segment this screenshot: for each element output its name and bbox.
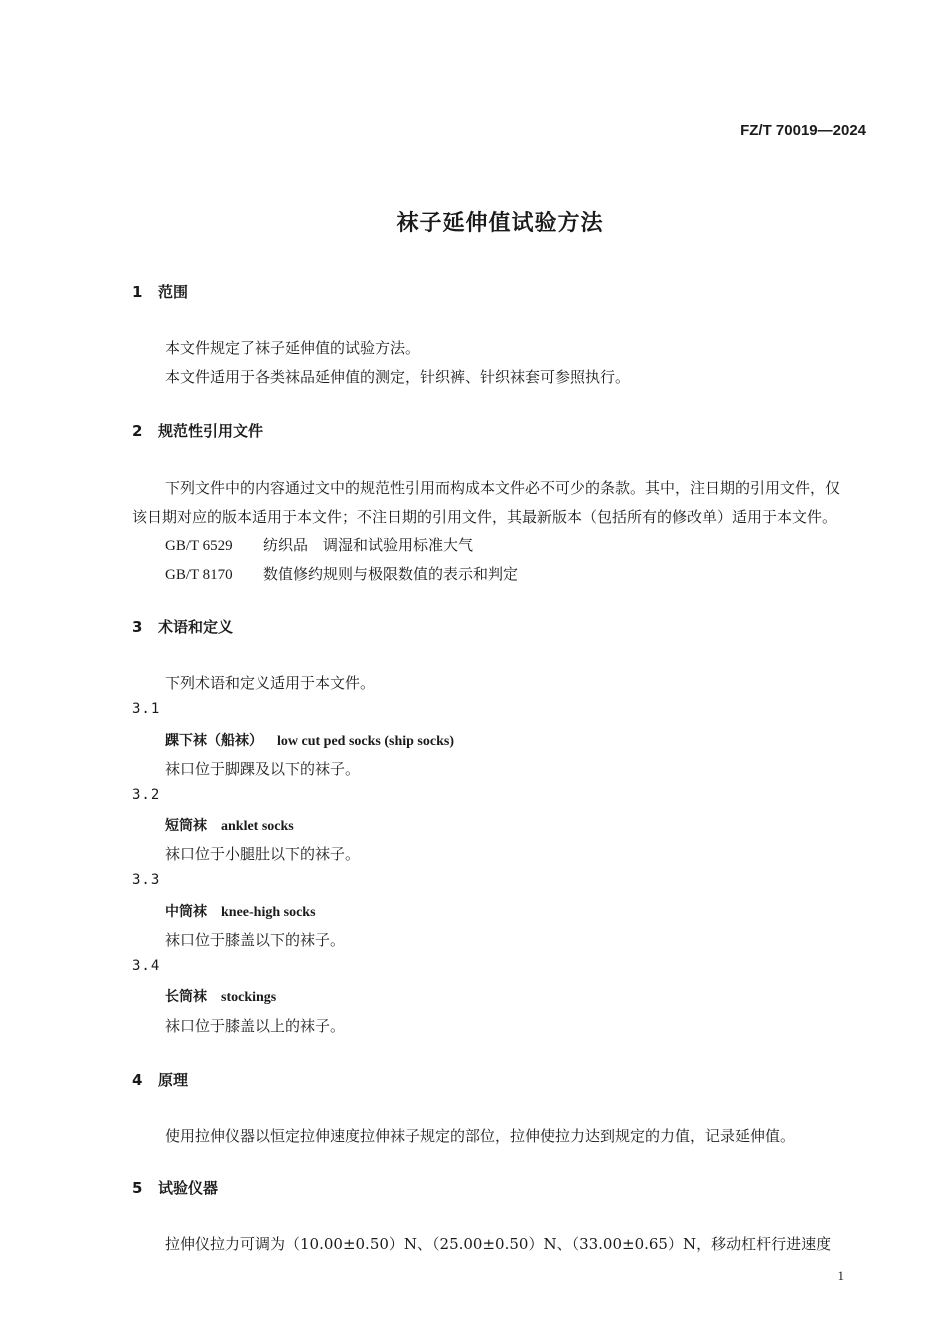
reference-title: 数值修约规则与极限数值的表示和判定 xyxy=(263,565,519,583)
section-1-heading xyxy=(132,281,188,302)
section-title: 范围 xyxy=(158,283,189,301)
clause-number: 3.3 xyxy=(132,872,161,888)
section-title: 术语和定义 xyxy=(158,618,234,636)
term-definition: 袜口位于脚踝及以下的袜子。 xyxy=(165,760,361,778)
section-number: 4 xyxy=(132,1071,143,1089)
paragraph: 使用拉伸仪器以恒定拉伸速度拉伸袜子规定的部位，拉伸使拉力达到规定的力值，记录延伸值。 xyxy=(165,1127,796,1145)
standard-number: FZ/T 70019—2024 xyxy=(740,122,866,139)
term-english: stockings xyxy=(221,990,277,1005)
term-chinese: 中筒袜 xyxy=(165,904,207,920)
clause-number: 3.2 xyxy=(132,787,161,803)
section-title: 试验仪器 xyxy=(158,1179,219,1197)
paragraph: 拉伸仪拉力可调为（10.00±0.50）N、（25.00±0.50）N、（33.00±0.65）N，移动杠杆行进速度 xyxy=(165,1235,832,1253)
reference-title: 纺织品 调湿和试验用标准大气 xyxy=(263,536,474,554)
term-chinese: 长筒袜 xyxy=(165,989,207,1005)
reference-code: GB/T 6529 xyxy=(165,538,233,554)
term-chinese: 踝下袜（船袜） xyxy=(165,733,263,749)
section-title: 规范性引用文件 xyxy=(158,422,264,440)
section-3-heading xyxy=(132,616,233,637)
term-english: low cut ped socks (ship socks) xyxy=(277,734,454,749)
section-2-heading xyxy=(132,420,263,441)
document-title: 袜子延伸值试验方法 xyxy=(396,211,604,236)
term-english: anklet socks xyxy=(221,819,294,834)
term-definition: 袜口位于小腿肚以下的袜子。 xyxy=(165,845,361,863)
section-number: 2 xyxy=(132,422,143,440)
term-entry xyxy=(165,730,454,750)
section-5-heading xyxy=(132,1177,218,1198)
paragraph: 下列术语和定义适用于本文件。 xyxy=(165,674,376,692)
clause-number: 3.4 xyxy=(132,958,161,974)
section-number: 1 xyxy=(132,283,143,301)
normative-reference xyxy=(165,563,518,584)
term-definition: 袜口位于膝盖以下的袜子。 xyxy=(165,931,346,949)
paragraph: 本文件适用于各类袜品延伸值的测定，针织裤、针织袜套可参照执行。 xyxy=(165,368,631,386)
term-entry xyxy=(165,986,276,1006)
section-4-heading xyxy=(132,1069,188,1090)
term-entry xyxy=(165,815,294,835)
reference-code: GB/T 8170 xyxy=(165,567,233,583)
section-number: 3 xyxy=(132,618,143,636)
normative-reference xyxy=(165,534,473,555)
page-number: 1 xyxy=(837,1268,844,1283)
term-chinese: 短筒袜 xyxy=(165,818,207,834)
section-title: 原理 xyxy=(158,1071,189,1089)
paragraph: 本文件规定了袜子延伸值的试验方法。 xyxy=(165,339,421,357)
term-definition: 袜口位于膝盖以上的袜子。 xyxy=(165,1017,346,1035)
term-english: knee-high socks xyxy=(221,905,316,920)
paragraph: 下列文件中的内容通过文中的规范性引用而构成本文件必不可少的条款。其中，注日期的引用文件，仅 xyxy=(165,479,841,497)
section-number: 5 xyxy=(132,1179,143,1197)
clause-number: 3.1 xyxy=(132,701,161,717)
term-entry xyxy=(165,901,316,921)
paragraph-continuation: 该日期对应的版本适用于本文件；不注日期的引用文件，其最新版本（包括所有的修改单）适用于本文件。 xyxy=(132,508,838,526)
